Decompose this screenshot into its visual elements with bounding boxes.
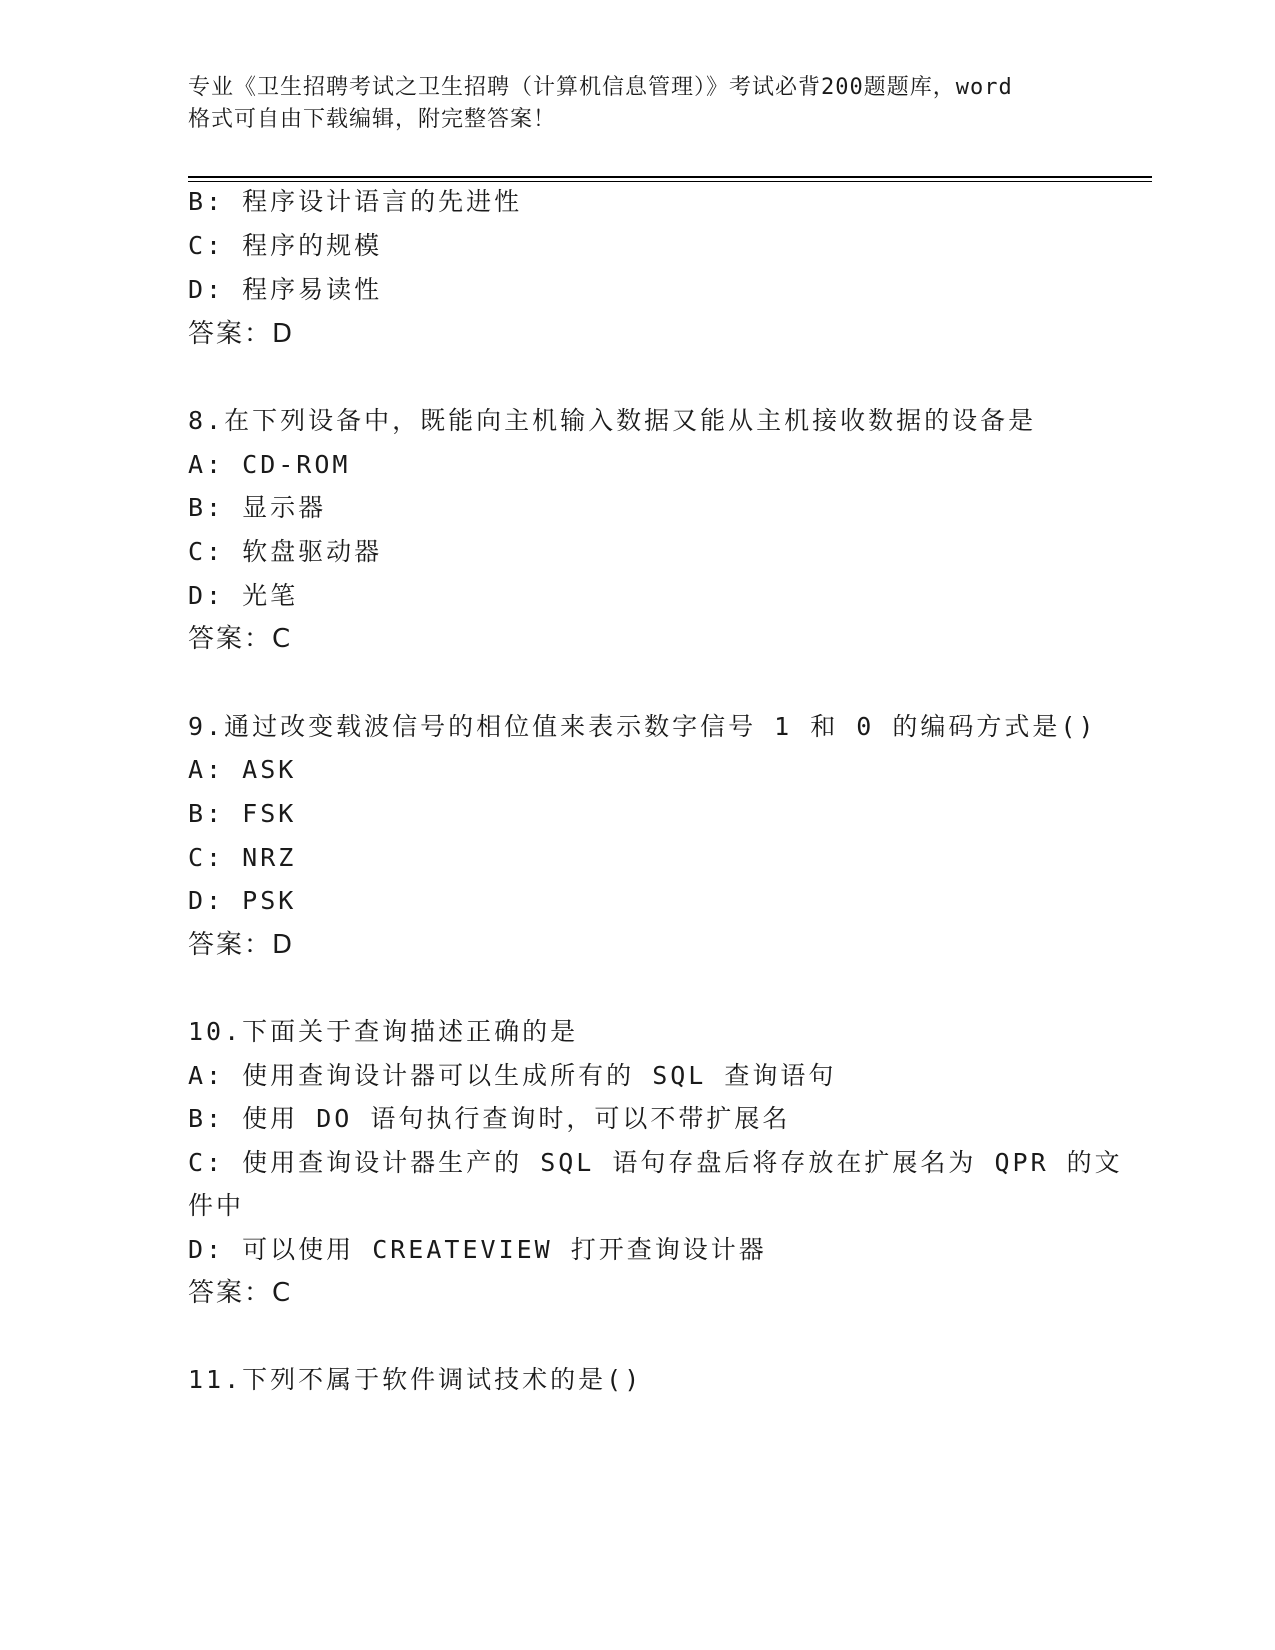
header-divider-thick <box>188 176 1152 178</box>
header-title-line-1: 专业《卫生招聘考试之卫生招聘（计算机信息管理）》考试必背200题题库，word <box>188 75 1013 100</box>
document-header <box>188 72 1088 136</box>
q9-question: 9.通过改变载波信号的相位值来表示数字信号 1 和 0 的编码方式是() <box>188 712 1097 741</box>
q8-option-b: B: 显示器 <box>188 493 327 522</box>
q9-option-b: B: FSK <box>188 799 297 828</box>
header-divider-thin <box>188 181 1152 182</box>
q10-option-b: B: 使用 DO 语句执行查询时，可以不带扩展名 <box>188 1104 791 1133</box>
q10-answer: 答案：C <box>188 1278 293 1308</box>
q9-option-d: D: PSK <box>188 886 297 915</box>
q8-option-d: D: 光笔 <box>188 581 299 610</box>
q11-question: 11.下列不属于软件调试技术的是() <box>188 1365 643 1394</box>
q10-option-a: A: 使用查询设计器可以生成所有的 SQL 查询语句 <box>188 1061 837 1090</box>
q7-answer: 答案：D <box>188 319 295 349</box>
header-title-line-2: 格式可自由下载编辑，附完整答案！ <box>188 107 557 132</box>
q9-option-a: A: ASK <box>188 755 297 784</box>
q10-question: 10.下面关于查询描述正确的是 <box>188 1017 579 1046</box>
q8-question: 8.在下列设备中，既能向主机输入数据又能从主机接收数据的设备是 <box>188 406 1037 435</box>
q7-option-c: C: 程序的规模 <box>188 231 383 260</box>
q7-option-b: B: 程序设计语言的先进性 <box>188 187 523 216</box>
q8-option-a: A: CD-ROM <box>188 450 351 479</box>
q10-option-c-line-1: C: 使用查询设计器生产的 SQL 语句存盘后将存放在扩展名为 QPR 的文 <box>188 1148 1123 1177</box>
q9-answer: 答案：D <box>188 930 295 960</box>
q7-option-d: D: 程序易读性 <box>188 275 383 304</box>
q9-option-c: C: NRZ <box>188 843 297 872</box>
q8-answer: 答案：C <box>188 624 293 654</box>
q10-option-d: D: 可以使用 CREATEVIEW 打开查询设计器 <box>188 1235 767 1264</box>
q10-option-c-line-2: 件中 <box>188 1191 245 1220</box>
q8-option-c: C: 软盘驱动器 <box>188 537 383 566</box>
